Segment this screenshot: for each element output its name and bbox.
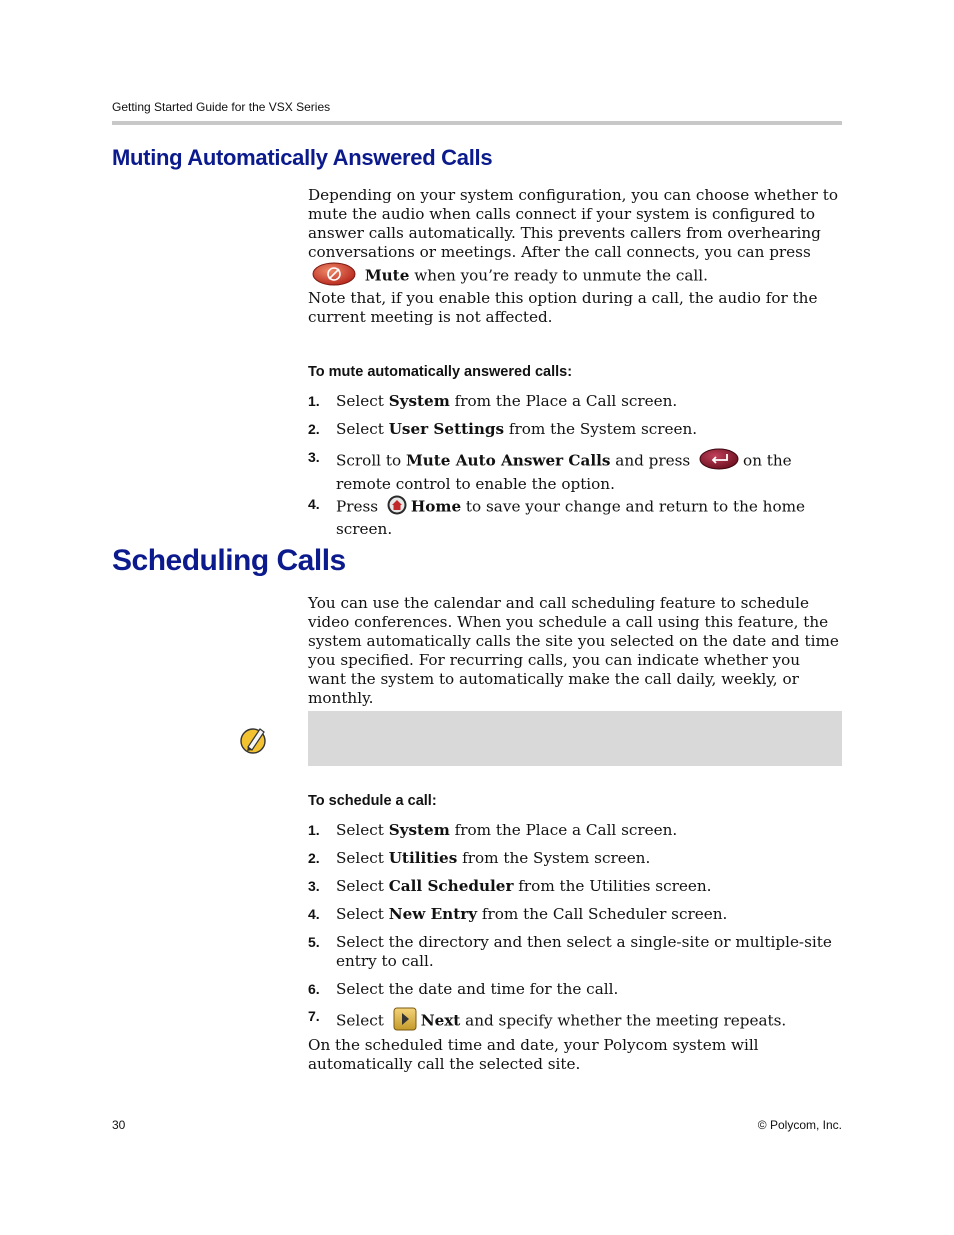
muting-paragraph-2: Note that, if you enable this option during a call, the audio for the current meeting is not affected. xyxy=(308,289,818,326)
muting-p1-text: Depending on your system configuration, you can choose whether to mute the audio when calls connect if your system is configured to answer calls automatically. This prevents callers from overhearing conversations or meetings. After the call connects, you can press xyxy=(308,186,838,261)
header-rule xyxy=(112,121,842,125)
step-number: 6. xyxy=(308,981,320,997)
mute-step-4 xyxy=(308,495,842,538)
schedule-step-2 xyxy=(308,849,842,869)
step-text: from the System screen. xyxy=(457,849,651,867)
step-bold: Call Scheduler xyxy=(388,877,514,895)
step-number: 2. xyxy=(308,421,320,437)
procedure-title-schedule: To schedule a call: xyxy=(308,793,437,809)
procedure-title-mute: To mute automatically answered calls: xyxy=(308,364,573,380)
page-number: 30 xyxy=(112,1118,126,1132)
section-heading-muting: Muting Automatically Answered Calls xyxy=(112,145,493,170)
step-text: Select the date and time for the call. xyxy=(336,980,619,998)
scheduling-closing-paragraph: On the scheduled time and date, your Polycom system will automatically call the selected site. xyxy=(308,1036,759,1073)
step-text: from the Place a Call screen. xyxy=(449,392,678,410)
step-bold: System xyxy=(388,392,450,410)
mute-step-2 xyxy=(308,420,842,440)
step-text: Select xyxy=(336,877,389,895)
schedule-step-3 xyxy=(308,877,842,897)
step-text: from the Call Scheduler screen. xyxy=(477,905,728,923)
step-text: Select xyxy=(336,849,389,867)
step-number: 1. xyxy=(308,393,320,409)
step-text: Select xyxy=(336,392,389,410)
muting-paragraph-1 xyxy=(308,186,842,291)
note-box xyxy=(308,711,842,766)
step-text: and specify whether the meeting repeats. xyxy=(460,1011,787,1030)
step-number: 3. xyxy=(308,878,320,894)
step-text: Select the directory and then select a single-site or multiple-site entry to call. xyxy=(336,933,832,970)
step-bold: User Settings xyxy=(388,420,505,438)
running-header: Getting Started Guide for the VSX Series xyxy=(112,100,331,114)
step-bold: System xyxy=(388,821,450,839)
note-pen-icon xyxy=(238,723,270,759)
step-text: from the Utilities screen. xyxy=(513,877,712,895)
copyright: © Polycom, Inc. xyxy=(757,1118,842,1132)
mute-button-icon xyxy=(312,262,356,291)
step-text: Press xyxy=(336,497,379,516)
step-number: 5. xyxy=(308,934,320,950)
step-number: 2. xyxy=(308,850,320,866)
muting-p1-after: when you’re ready to unmute the call. xyxy=(414,266,708,285)
step-text: and press xyxy=(610,451,691,470)
enter-button-icon xyxy=(699,448,739,475)
schedule-step-4 xyxy=(308,905,842,925)
schedule-step-1 xyxy=(308,821,842,841)
step-number: 4. xyxy=(308,906,320,922)
step-text: Select xyxy=(336,420,389,438)
step-number: 4. xyxy=(308,496,320,512)
step-bold: Next xyxy=(420,1011,461,1030)
step-number: 7. xyxy=(308,1008,320,1024)
step-text: Scroll to xyxy=(336,451,406,470)
step-text: Select xyxy=(336,905,389,923)
step-bold: Mute Auto Answer Calls xyxy=(405,451,611,470)
next-arrow-icon xyxy=(393,1007,417,1036)
step-text: from the System screen. xyxy=(504,420,698,438)
schedule-step-7 xyxy=(308,1007,842,1031)
mute-label: Mute xyxy=(364,266,410,285)
step-text: on the remote control to enable the option. xyxy=(336,451,792,493)
schedule-step-6 xyxy=(308,980,842,1000)
schedule-step-5 xyxy=(308,933,842,973)
step-number: 3. xyxy=(308,449,320,465)
home-icon xyxy=(387,495,407,520)
mute-step-1 xyxy=(308,392,842,412)
scheduling-paragraph: You can use the calendar and call scheduling feature to schedule video conferences. When you schedule a call using this feature, the system automatically calls the site you selected on the date and time you specified. For recurring calls, you can indicate whether you want the system to automatically make the call daily, weekly, or monthly. xyxy=(308,594,839,707)
step-bold: Home xyxy=(410,497,462,516)
section-heading-scheduling: Scheduling Calls xyxy=(112,544,346,577)
step-text: to save your change and return to the home screen. xyxy=(336,497,805,538)
step-text: Select xyxy=(336,1011,384,1030)
step-number: 1. xyxy=(308,822,320,838)
step-bold: New Entry xyxy=(388,905,478,923)
step-text: from the Place a Call screen. xyxy=(449,821,678,839)
mute-step-3 xyxy=(308,448,842,493)
step-text: Select xyxy=(336,821,389,839)
step-bold: Utilities xyxy=(388,849,458,867)
